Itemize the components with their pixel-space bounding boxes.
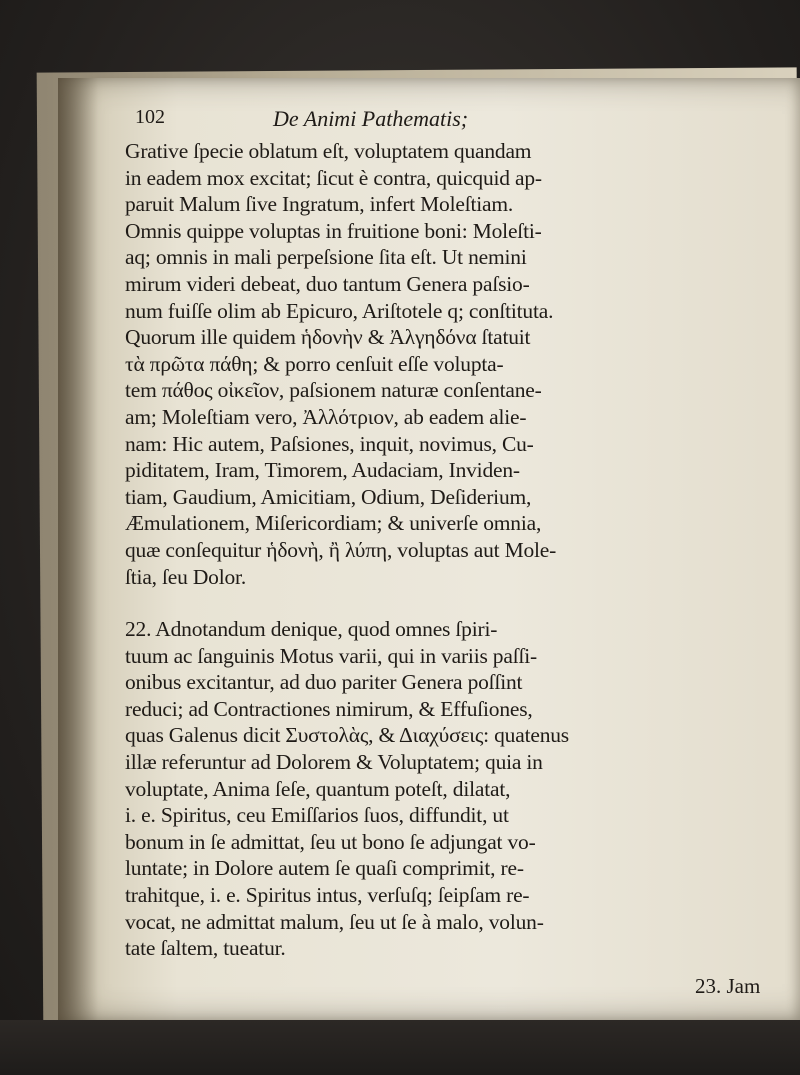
text-line: tuum ac ſanguinis Motus varii, qui in variis paſſi- xyxy=(125,643,537,668)
text-line: luntate; in Dolore autem ſe quaſi comprimit, re- xyxy=(125,856,524,881)
text-line: tem πάθος οἰκεῖον, paſsionem naturæ conſentane- xyxy=(125,378,542,403)
text-line: bonum in ſe admittat, ſeu ut bono ſe adjungat vo- xyxy=(125,829,536,854)
text-line: vocat, ne admittat malum, ſeu ut ſe à malo, volun- xyxy=(125,909,544,934)
catchword: 23. Jam xyxy=(695,974,761,998)
text-line: illæ referuntur ad Dolorem & Voluptatem; quia in xyxy=(125,750,543,775)
text-line: quæ conſequitur ἡδονὴ, ἢ λύπη, voluptas aut Mole- xyxy=(125,537,557,562)
text-line: Omnis quippe voluptas in fruitione boni: Moleſti- xyxy=(125,218,542,243)
text-line: in eadem mox excitat; ſicut è contra, quicquid ap- xyxy=(125,165,542,190)
text-line: Quorum ille quidem ἡδονὴν & Ἀλγηδόνα ſtatuit xyxy=(125,325,531,350)
text-line: voluptate, Anima ſeſe, quantum poteſt, dilatat, xyxy=(125,776,511,801)
running-title: De Animi Pathematis; xyxy=(273,106,469,131)
text-line: paruit Malum ſive Ingratum, infert Moleſtiam. xyxy=(125,192,514,217)
text-line: 22. Adnotandum denique, quod omnes ſpiri- xyxy=(125,617,498,642)
text-line: am; Moleſtiam vero, Ἀλλότριον, ab eadem alie- xyxy=(125,404,527,429)
text-line: Æmulationem, Miſericordiam; & univerſe omnia, xyxy=(125,511,542,536)
page-text-block xyxy=(125,106,765,962)
page-gutter-shadow xyxy=(58,78,98,1020)
text-line: trahitque, i. e. Spiritus intus, verſuſq; ſeipſam re- xyxy=(125,883,530,908)
text-line: num fuiſſe olim ab Epicuro, Ariſtotele q; conſtituta. xyxy=(125,298,554,323)
text-line: i. e. Spiritus, ceu Emiſſarios ſuos, diffundit, ut xyxy=(125,803,509,828)
text-line: mirum videri debeat, duo tantum Genera paſsio- xyxy=(125,271,530,296)
text-line: τὰ πρῶτα πάθη; & porro cenſuit eſſe volupta- xyxy=(125,351,504,376)
bottom-shadow xyxy=(0,1020,800,1075)
paragraph-1 xyxy=(125,138,765,590)
paragraph-2 xyxy=(125,616,765,962)
text-line: tiam, Gaudium, Amicitiam, Odium, Deſiderium, xyxy=(125,484,532,509)
text-line: reduci; ad Contractiones nimirum, & Effuſiones, xyxy=(125,696,533,721)
page-number: 102 xyxy=(135,106,165,128)
text-line: onibus excitantur, ad duo pariter Genera poſſint xyxy=(125,670,523,695)
text-line: aq; omnis in mali perpeſsione ſita eſt. Ut nemini xyxy=(125,245,527,270)
text-line: ſtia, ſeu Dolor. xyxy=(125,564,247,589)
text-line: Grative ſpecie oblatum eſt, voluptatem quandam xyxy=(125,139,532,163)
text-line: nam: Hic autem, Paſsiones, inquit, novimus, Cu- xyxy=(125,431,534,456)
text-line: quas Galenus dicit Συστολὰς, & Διαχύσεις: quatenus xyxy=(125,723,569,748)
running-head xyxy=(125,106,765,138)
text-line: tate ſaltem, tueatur. xyxy=(125,936,286,961)
text-line: piditatem, Iram, Timorem, Audaciam, Inviden- xyxy=(125,458,520,483)
